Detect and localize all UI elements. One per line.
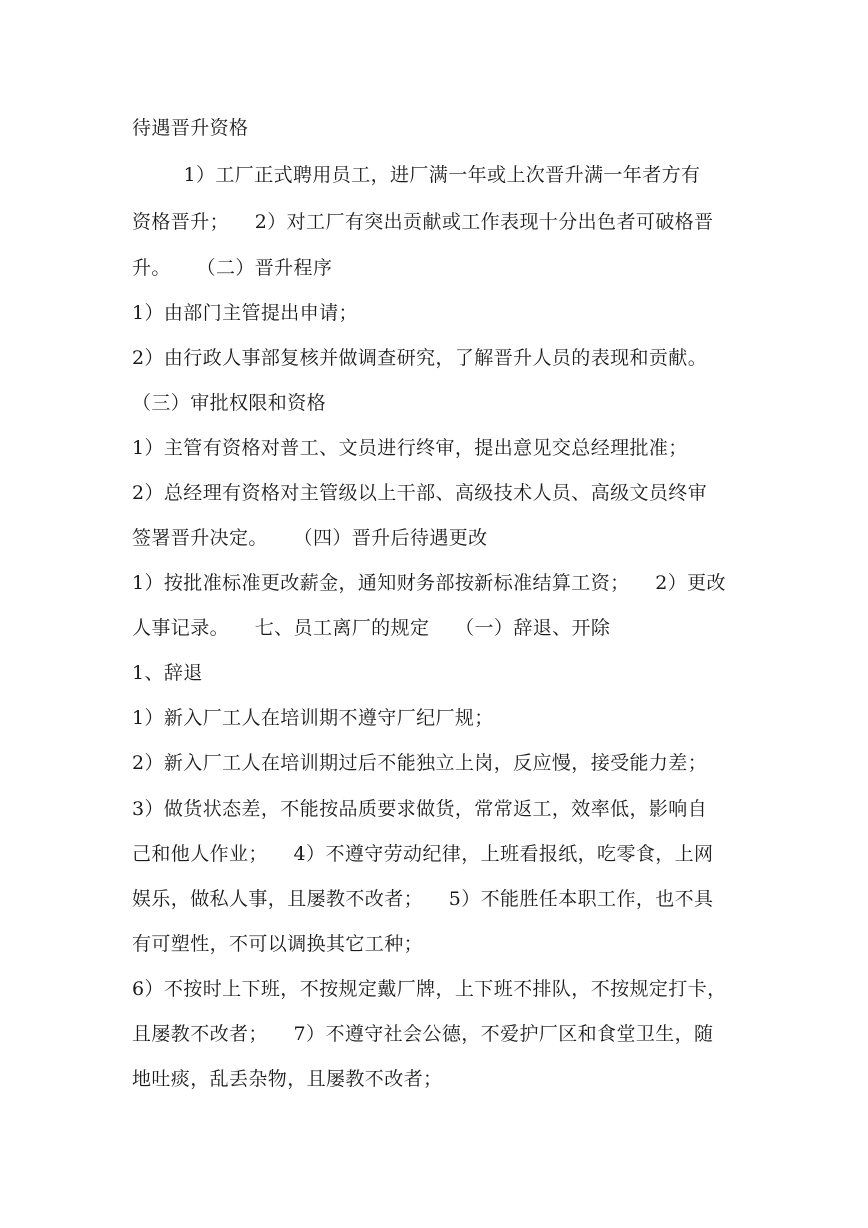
text-line: 娱乐，做私人事，且屡教不改者； 5）不能胜任本职工作，也不具 — [132, 888, 714, 910]
text-line: 地吐痰，乱丢杂物，且屡教不改者； — [132, 1068, 443, 1090]
text-line: 且屡教不改者； 7）不遵守社会公德，不爱护厂区和食堂卫生，随 — [132, 1023, 714, 1045]
text-line: 升。 （二）晋升程序 — [132, 257, 333, 279]
text-line: 待遇晋升资格 — [132, 117, 249, 139]
text-line: 1）按批准标准更改薪金，通知财务部按新标准结算工资； 2）更改 — [132, 572, 726, 594]
text-line: 1）新入厂工人在培训期不遵守厂纪厂规； — [132, 707, 494, 729]
text-line: 2）由行政人事部复核并做调查研究，了解晋升人员的表现和贡献。 — [132, 347, 708, 369]
text-line: 6）不按时上下班，不按规定戴厂牌，上下班不排队，不按规定打卡， — [132, 978, 727, 1000]
text-line: 人事记录。 七、员工离厂的规定 （一）辞退、开除 — [132, 617, 611, 639]
text-line: 1）主管有资格对普工、文员进行终审，提出意见交总经理批准； — [132, 437, 688, 459]
text-line: 1）工厂正式聘用员工，进厂满一年或上次晋升满一年者方有 — [132, 164, 701, 186]
text-line: 签署晋升决定。 （四）晋升后待遇更改 — [132, 527, 488, 549]
text-line: 1、辞退 — [132, 662, 203, 684]
text-line: 3）做货状态差，不能按品质要求做货，常常返工，效率低，影响自 — [132, 798, 708, 820]
text-line: 己和他人作业； 4）不遵守劳动纪律，上班看报纸，吃零食，上网 — [132, 843, 714, 865]
text-line: 资格晋升； 2）对工厂有突出贡献或工作表现十分出色者可破格晋 — [132, 211, 714, 233]
text-line: 1）由部门主管提出申请； — [132, 302, 358, 324]
text-line: 有可塑性，不可以调换其它工种； — [132, 933, 424, 955]
text-line: 2）总经理有资格对主管级以上干部、高级技术人员、高级文员终审 — [132, 482, 708, 504]
text-line: 2）新入厂工人在培训期过后不能独立上岗，反应慢，接受能力差； — [132, 752, 708, 774]
text-line: （三）审批权限和资格 — [132, 392, 327, 414]
